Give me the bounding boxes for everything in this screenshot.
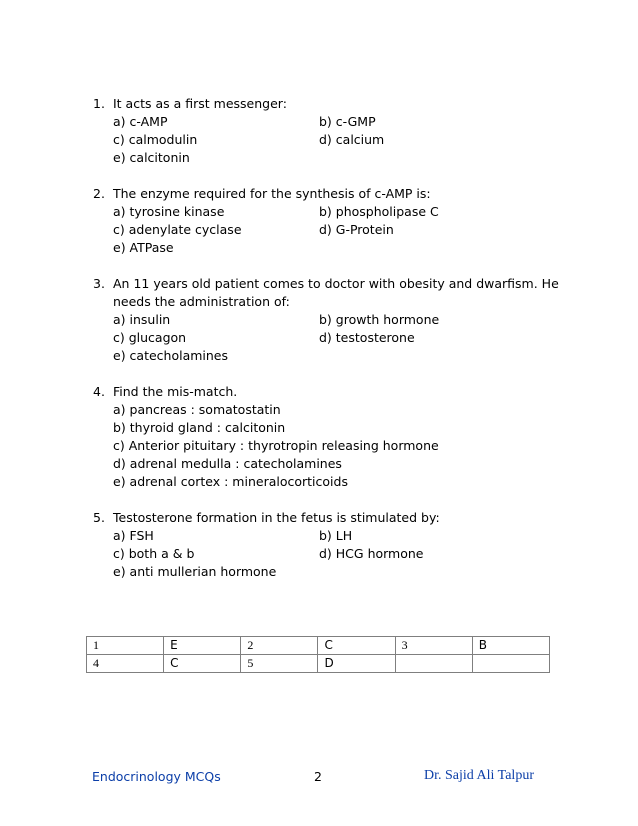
option: b) c-GMP bbox=[319, 114, 376, 129]
option: d) adrenal medulla : catecholamines bbox=[113, 456, 342, 471]
question-number-cell bbox=[395, 655, 472, 673]
question-number-cell: 5 bbox=[241, 655, 318, 673]
question-stem: Testosterone formation in the fetus is stimulated by: bbox=[113, 510, 440, 525]
answer-key-table bbox=[86, 636, 550, 673]
question-number: 3. bbox=[93, 276, 105, 291]
question-3 bbox=[93, 275, 563, 365]
option: e) calcitonin bbox=[113, 150, 190, 165]
option: a) FSH bbox=[113, 528, 154, 543]
question-number: 2. bbox=[93, 186, 105, 201]
answer-cell: B bbox=[472, 637, 549, 655]
answer-cell bbox=[472, 655, 549, 673]
option: d) calcium bbox=[319, 132, 385, 147]
answer-cell: C bbox=[164, 655, 241, 673]
question-number: 5. bbox=[93, 510, 105, 525]
option: d) HCG hormone bbox=[319, 546, 424, 561]
option: b) phospholipase C bbox=[319, 204, 439, 219]
question-2 bbox=[93, 185, 563, 257]
question-stem: An 11 years old patient comes to doctor with obesity and dwarfism. He needs the administration of: bbox=[113, 276, 559, 309]
option: e) adrenal cortex : mineralocorticoids bbox=[113, 474, 348, 489]
option: c) both a & b bbox=[113, 546, 195, 561]
question-1 bbox=[93, 95, 563, 167]
table-row bbox=[87, 637, 550, 655]
question-stem: The enzyme required for the synthesis of c-AMP is: bbox=[113, 186, 431, 201]
option: c) Anterior pituitary : thyrotropin releasing hormone bbox=[113, 438, 439, 453]
question-stem: Find the mis-match. bbox=[113, 384, 238, 399]
question-number: 1. bbox=[93, 96, 105, 111]
option: c) glucagon bbox=[113, 330, 187, 345]
option: b) growth hormone bbox=[319, 312, 440, 327]
option: a) pancreas : somatostatin bbox=[113, 402, 281, 417]
question-number-cell: 4 bbox=[87, 655, 164, 673]
option: e) ATPase bbox=[113, 240, 174, 255]
option: a) insulin bbox=[113, 312, 171, 327]
answer-cell: E bbox=[164, 637, 241, 655]
footer-title: Endocrinology MCQs bbox=[92, 769, 221, 784]
page-footer bbox=[0, 769, 638, 789]
question-number-cell: 1 bbox=[87, 637, 164, 655]
option: d) testosterone bbox=[319, 330, 415, 345]
answer-cell: D bbox=[318, 655, 395, 673]
option: a) c-AMP bbox=[113, 114, 168, 129]
question-4 bbox=[93, 383, 563, 491]
question-list bbox=[93, 95, 563, 599]
option: d) G-Protein bbox=[319, 222, 394, 237]
footer-author: Dr. Sajid Ali Talpur bbox=[424, 768, 534, 783]
option: e) catecholamines bbox=[113, 348, 229, 363]
option: c) calmodulin bbox=[113, 132, 198, 147]
table-row bbox=[87, 655, 550, 673]
option: a) tyrosine kinase bbox=[113, 204, 225, 219]
question-5 bbox=[93, 509, 563, 581]
question-number: 4. bbox=[93, 384, 105, 399]
question-number-cell: 2 bbox=[241, 637, 318, 655]
question-number-cell: 3 bbox=[395, 637, 472, 655]
answer-cell: C bbox=[318, 637, 395, 655]
option: b) thyroid gland : calcitonin bbox=[113, 420, 286, 435]
option: c) adenylate cyclase bbox=[113, 222, 242, 237]
question-stem: It acts as a first messenger: bbox=[113, 96, 287, 111]
option: b) LH bbox=[319, 528, 353, 543]
page-number: 2 bbox=[314, 769, 322, 784]
option: e) anti mullerian hormone bbox=[113, 564, 277, 579]
